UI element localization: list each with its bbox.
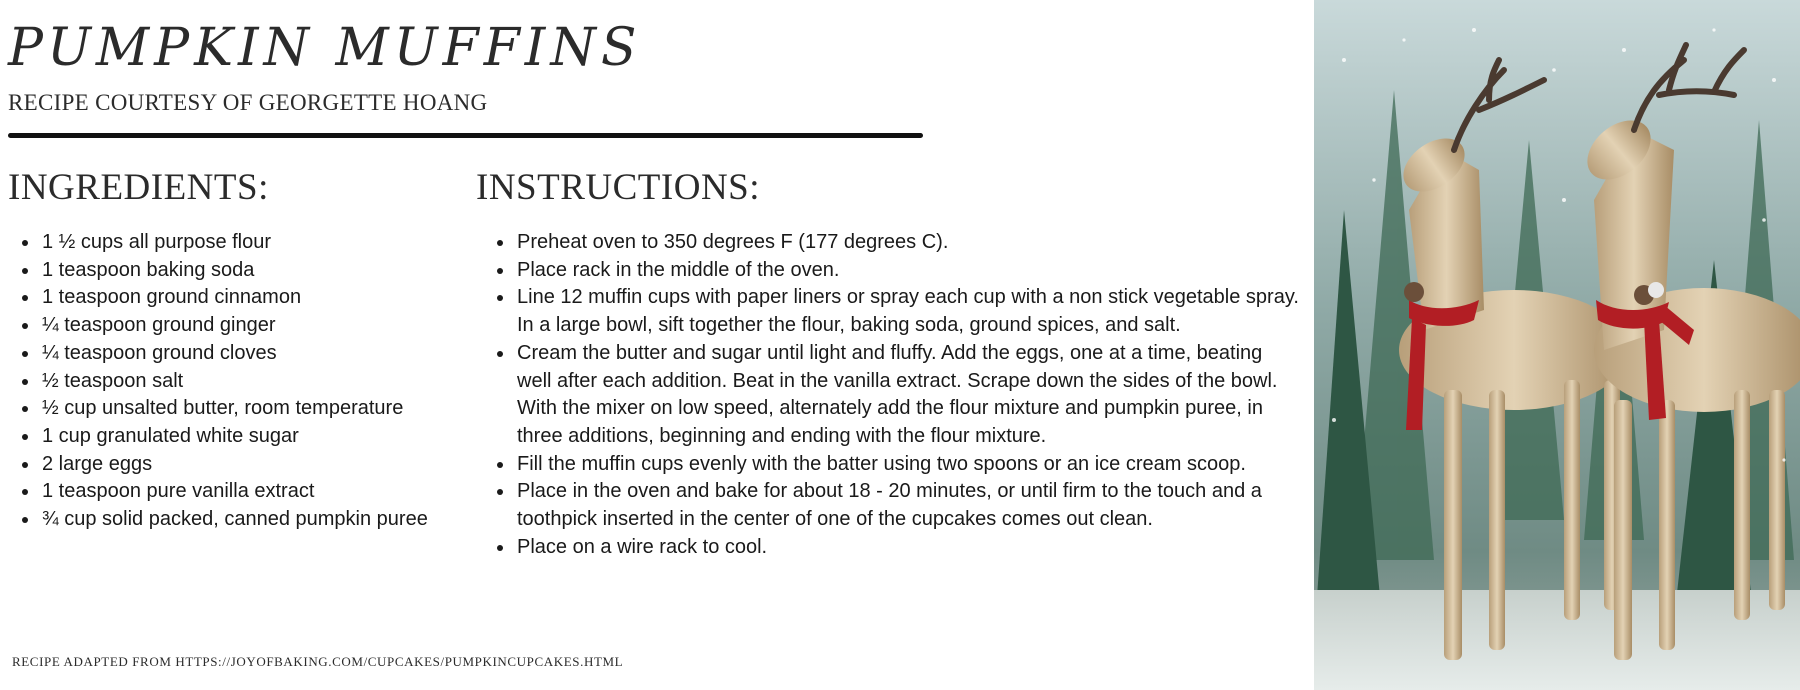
ingredient-item: • ½ cup unsalted butter, room temperature — [40, 395, 480, 423]
ingredients-heading: INGREDIENTS: — [8, 167, 269, 208]
instructions-heading: INSTRUCTIONS: — [476, 167, 761, 208]
instruction-step: • Place rack in the middle of the oven. — [515, 257, 1301, 285]
instruction-step: • Place in the oven and bake for about 18 - 20 minutes, or until firm to the touch and a toothpick inserted in the center of one of the cupcakes comes out clean. — [515, 478, 1301, 533]
title-divider — [8, 133, 923, 138]
ingredient-item: • ¼ teaspoon ground cloves — [40, 340, 480, 368]
recipe-subtitle: RECIPE COURTESY OF GEORGETTE HOANG — [8, 90, 488, 115]
ingredient-item: • 1 teaspoon pure vanilla extract — [40, 478, 480, 506]
ingredient-item: • 1 ½ cups all purpose flour — [40, 229, 480, 257]
instruction-step: • Preheat oven to 350 degrees F (177 degrees C). — [515, 229, 1301, 257]
instruction-step: • Cream the butter and sugar until light and fluffy. Add the eggs, one at a time, beating well after each addition. Beat in the vanilla extract. Scrape down the sides of the bowl. With the mixer on low speed, alternately add the flour mixture and pumpkin puree, in three additions, beginning and ending with the flour mixture. — [515, 340, 1301, 451]
ingredients-list — [9, 229, 480, 534]
source-credit: RECIPE ADAPTED FROM HTTPS://JOYOFBAKING.COM/CUPCAKES/PUMPKINCUPCAKES.HTML — [12, 654, 624, 669]
ingredient-item: • ¾ cup solid packed, canned pumpkin puree — [40, 506, 480, 534]
recipe-title: PUMPKIN MUFFINS — [8, 18, 642, 78]
ingredient-item: • 1 cup granulated white sugar — [40, 423, 480, 451]
instruction-step: • Place on a wire rack to cool. — [515, 534, 1301, 562]
instruction-step: • Fill the muffin cups evenly with the batter using two spoons or an ice cream scoop. — [515, 451, 1301, 479]
instructions-list — [485, 229, 1301, 561]
ingredient-item: • 2 large eggs — [40, 451, 480, 479]
reindeer-figurines-photo — [1314, 0, 1800, 690]
ingredient-item: • ¼ teaspoon ground ginger — [40, 312, 480, 340]
ingredient-item: • 1 teaspoon baking soda — [40, 257, 480, 285]
ingredient-item: • ½ teaspoon salt — [40, 368, 480, 396]
ingredient-item: • 1 teaspoon ground cinnamon — [40, 284, 480, 312]
instruction-step: • Line 12 muffin cups with paper liners or spray each cup with a non stick vegetable spray. In a large bowl, sift together the flour, baking soda, ground spices, and salt. — [515, 284, 1301, 339]
